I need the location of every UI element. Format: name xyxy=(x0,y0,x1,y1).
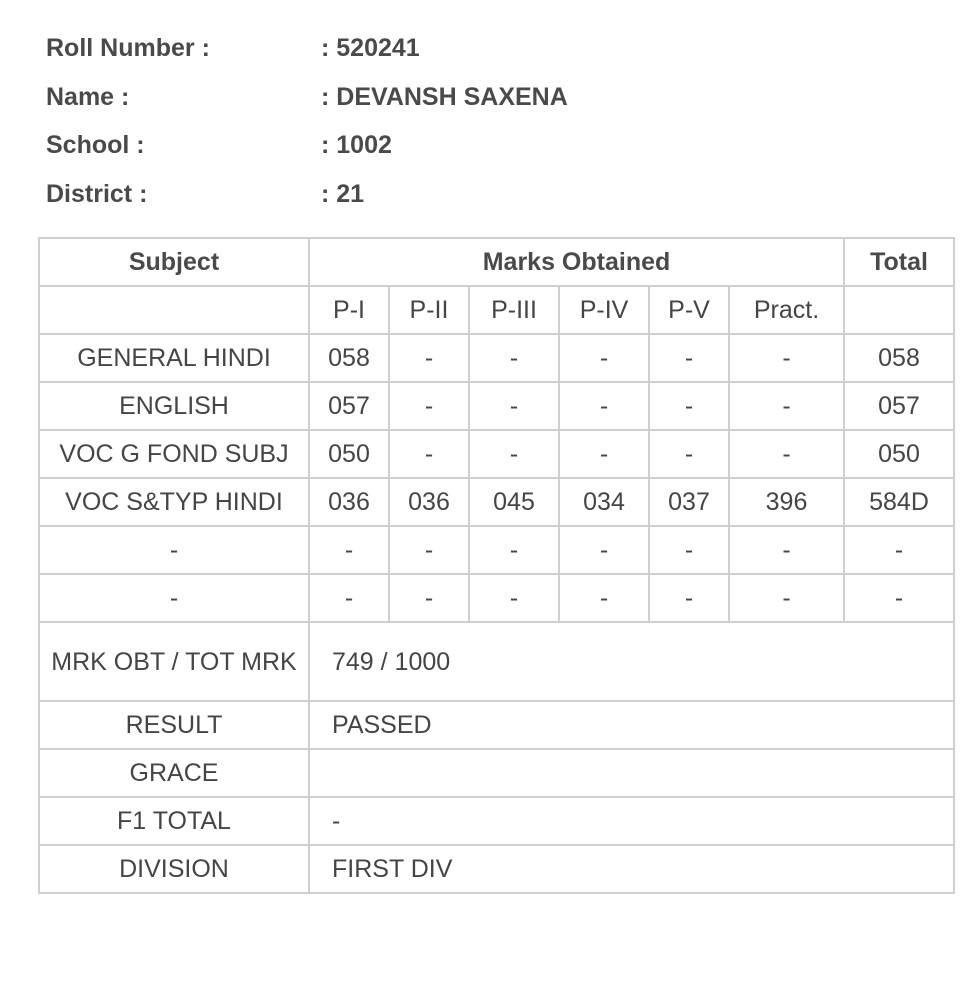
marks-cell: - xyxy=(389,430,469,478)
paper-header: P-V xyxy=(649,286,729,334)
paper-header-row xyxy=(39,286,954,334)
marks-cell: - xyxy=(309,526,389,574)
marks-cell: - xyxy=(729,382,844,430)
table-row xyxy=(39,430,954,478)
marks-cell: - xyxy=(729,334,844,382)
summary-label: MRK OBT / TOT MRK xyxy=(39,622,309,701)
summary-value: 749 / 1000 xyxy=(309,622,954,701)
total-header: Total xyxy=(844,238,954,286)
school-value: : 1002 xyxy=(321,131,392,159)
total-cell: 058 xyxy=(844,334,954,382)
table-row xyxy=(39,382,954,430)
summary-value xyxy=(309,749,954,797)
paper-header: P-II xyxy=(389,286,469,334)
total-cell: 584D xyxy=(844,478,954,526)
marks-cell: - xyxy=(559,526,649,574)
summary-row xyxy=(39,701,954,749)
marks-cell: - xyxy=(729,574,844,622)
marks-cell: - xyxy=(309,574,389,622)
subject-cell: VOC S&TYP HINDI xyxy=(39,478,309,526)
summary-row xyxy=(39,622,954,701)
paper-header: P-I xyxy=(309,286,389,334)
summary-row xyxy=(39,749,954,797)
marks-cell: - xyxy=(469,526,559,574)
subject-cell: VOC G FOND SUBJ xyxy=(39,430,309,478)
marks-cell: - xyxy=(389,334,469,382)
total-cell: - xyxy=(844,574,954,622)
table-header-row xyxy=(39,238,954,286)
subject-cell: GENERAL HINDI xyxy=(39,334,309,382)
marks-cell: - xyxy=(559,334,649,382)
marks-cell: - xyxy=(469,334,559,382)
marks-table xyxy=(38,237,955,894)
marks-cell: - xyxy=(559,574,649,622)
summary-label: RESULT xyxy=(39,701,309,749)
marks-cell: - xyxy=(389,382,469,430)
summary-value: - xyxy=(309,797,954,845)
school-label: School : xyxy=(46,131,145,159)
roll-number-label: Roll Number : xyxy=(46,34,210,62)
marks-cell: - xyxy=(389,574,469,622)
summary-label: DIVISION xyxy=(39,845,309,893)
marks-cell: 037 xyxy=(649,478,729,526)
subject-header: Subject xyxy=(39,238,309,286)
table-row xyxy=(39,478,954,526)
marks-cell: 036 xyxy=(389,478,469,526)
district-value: : 21 xyxy=(321,179,365,208)
marks-cell: 050 xyxy=(309,430,389,478)
marks-cell: - xyxy=(649,574,729,622)
paper-header: P-III xyxy=(469,286,559,334)
marks-cell: - xyxy=(649,430,729,478)
empty-cell xyxy=(39,286,309,334)
subject-cell: - xyxy=(39,574,309,622)
marks-cell: - xyxy=(469,430,559,478)
total-cell: - xyxy=(844,526,954,574)
district-label: District : xyxy=(46,179,148,208)
marks-cell: - xyxy=(649,334,729,382)
marks-cell: - xyxy=(559,430,649,478)
table-row xyxy=(39,334,954,382)
marks-cell: 057 xyxy=(309,382,389,430)
subject-cell: ENGLISH xyxy=(39,382,309,430)
marks-cell: - xyxy=(469,382,559,430)
marks-cell: 396 xyxy=(729,478,844,526)
marks-cell: - xyxy=(649,382,729,430)
summary-row xyxy=(39,845,954,893)
subject-cell: - xyxy=(39,526,309,574)
paper-header: Pract. xyxy=(729,286,844,334)
empty-cell xyxy=(844,286,954,334)
summary-value: PASSED xyxy=(309,701,954,749)
table-row xyxy=(39,574,954,622)
marks-cell: - xyxy=(649,526,729,574)
marks-cell: 034 xyxy=(559,478,649,526)
total-cell: 050 xyxy=(844,430,954,478)
name-value: : DEVANSH SAXENA xyxy=(321,82,568,111)
summary-row xyxy=(39,797,954,845)
summary-label: F1 TOTAL xyxy=(39,797,309,845)
marks-cell: - xyxy=(729,526,844,574)
table-row xyxy=(39,526,954,574)
name-label: Name : xyxy=(46,82,130,111)
marks-cell: 036 xyxy=(309,478,389,526)
total-cell: 057 xyxy=(844,382,954,430)
paper-header: P-IV xyxy=(559,286,649,334)
marks-cell: - xyxy=(389,526,469,574)
marks-cell: 045 xyxy=(469,478,559,526)
roll-number-value: : 520241 xyxy=(321,34,420,62)
marks-cell: 058 xyxy=(309,334,389,382)
marks-cell: - xyxy=(559,382,649,430)
summary-value: FIRST DIV xyxy=(309,845,954,893)
marks-obtained-header: Marks Obtained xyxy=(309,238,844,286)
marks-cell: - xyxy=(469,574,559,622)
marks-cell: - xyxy=(729,430,844,478)
summary-label: GRACE xyxy=(39,749,309,797)
